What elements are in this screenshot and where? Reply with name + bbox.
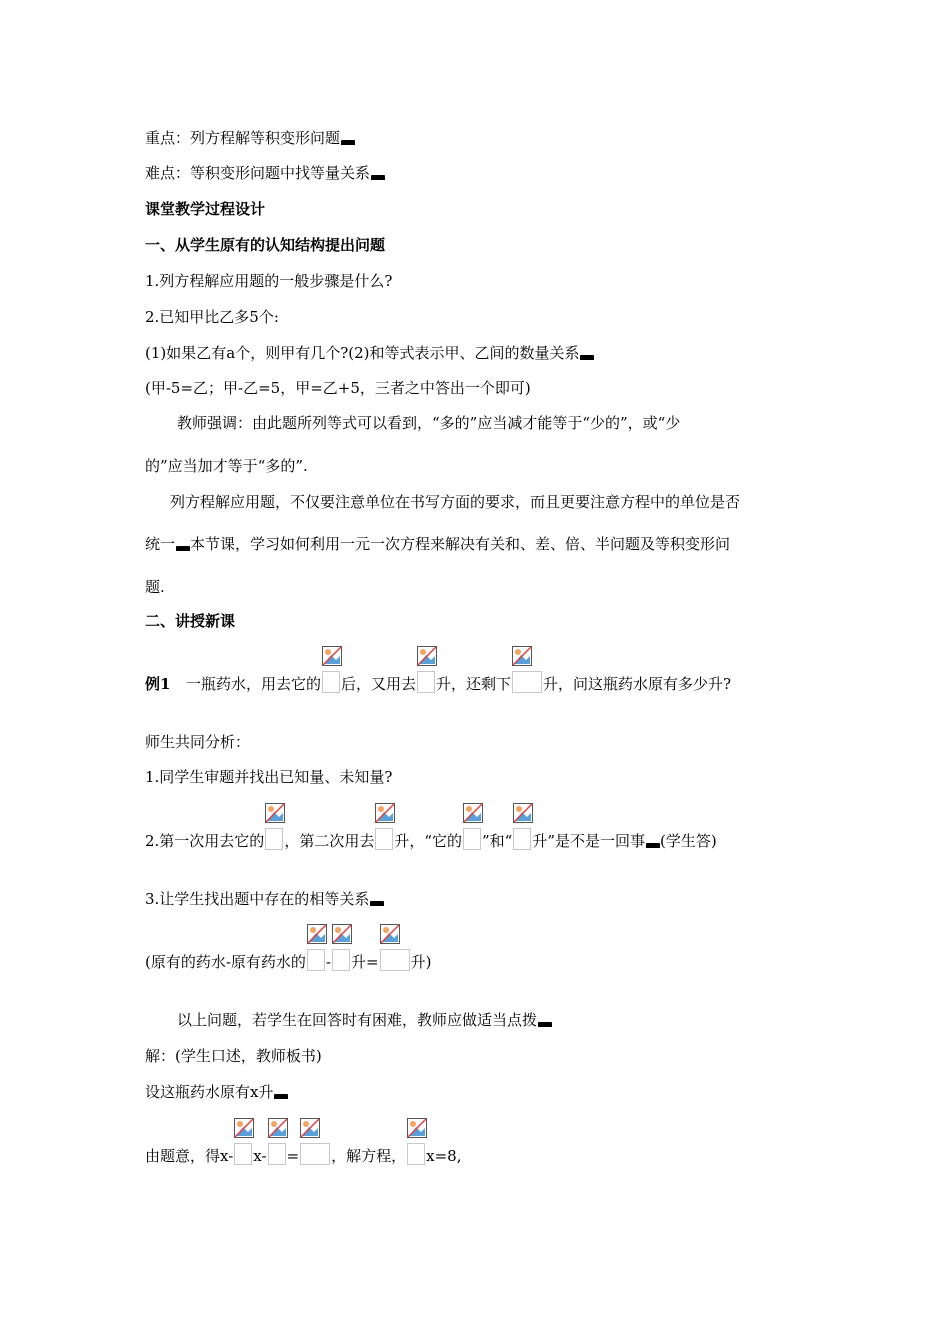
paragraph-mark bbox=[538, 1022, 552, 1027]
broken-image-icon bbox=[380, 924, 400, 944]
broken-image-icon bbox=[463, 803, 483, 823]
paragraph-mark bbox=[341, 140, 355, 145]
example-1 bbox=[145, 671, 731, 694]
example-text-c: 升，还剩下 bbox=[436, 675, 512, 693]
paragraph-line-2b: 本节课，学习如何利用一元一次方程来解决有关和、差、倍、半问题及等积变形问 bbox=[190, 535, 731, 553]
fraction-image bbox=[300, 1143, 330, 1165]
equation-line bbox=[145, 1143, 461, 1166]
fraction-image bbox=[380, 949, 410, 971]
equation-c: = bbox=[286, 1147, 300, 1165]
equation-d: ，解方程， bbox=[331, 1147, 407, 1165]
relation-d: 升) bbox=[410, 953, 432, 971]
question-2-sub-text: (1)如果乙有a个，则甲有几个?(2)和等式表示甲、乙间的数量关系 bbox=[145, 344, 580, 362]
broken-image-icon bbox=[234, 1118, 254, 1138]
analysis-3-text: 3.让学生找出题中存在的相等关系 bbox=[145, 890, 370, 908]
let-line bbox=[145, 1082, 288, 1102]
paragraph-mark bbox=[371, 175, 385, 180]
question-2-sub bbox=[145, 343, 594, 363]
broken-image-icon bbox=[375, 803, 395, 823]
question-1: 1.列方程解应用题的一般步骤是什么? bbox=[145, 272, 393, 290]
question-2: 2.已知甲比乙多5个: bbox=[145, 308, 279, 326]
paragraph-mark bbox=[580, 355, 594, 360]
paragraph-line-1: 列方程解应用题，不仅要注意单位在书写方面的要求，而且更要注意方程中的单位是否 bbox=[170, 493, 741, 511]
relation-c: 升= bbox=[351, 953, 379, 971]
answer-line: (甲-5=乙；甲-乙=5，甲=乙+5，三者之中答出一个即可) bbox=[145, 379, 531, 397]
broken-image-icon bbox=[513, 803, 533, 823]
difficulty-line bbox=[145, 163, 385, 183]
let-text: 设这瓶药水原有x升 bbox=[145, 1083, 274, 1101]
analysis-2 bbox=[145, 828, 717, 851]
analysis-1: 1.同学生审题并找出已知量、未知量? bbox=[145, 768, 393, 786]
broken-image-icon bbox=[322, 646, 342, 666]
broken-image-icon bbox=[407, 1118, 427, 1138]
broken-image-icon bbox=[268, 1118, 288, 1138]
broken-image-icon bbox=[332, 924, 352, 944]
broken-image-icon bbox=[512, 646, 532, 666]
paragraph-line-2a: 统一 bbox=[145, 535, 176, 553]
section-title: 课堂教学过程设计 bbox=[145, 200, 266, 218]
paragraph-line-2 bbox=[145, 534, 730, 554]
analysis-2-f: (学生答) bbox=[660, 832, 717, 850]
broken-image-icon bbox=[300, 1118, 320, 1138]
fraction-image bbox=[407, 1143, 425, 1165]
paragraph-mark bbox=[274, 1094, 288, 1099]
fraction-image bbox=[268, 1143, 286, 1165]
hint-text: 以上问题，若学生在回答时有困难，教师应做适当点拨 bbox=[177, 1011, 538, 1029]
example-label: 例1 bbox=[145, 675, 171, 693]
analysis-3 bbox=[145, 889, 384, 909]
hint-line bbox=[177, 1010, 552, 1030]
paragraph-mark bbox=[176, 546, 190, 551]
broken-image-icon bbox=[265, 803, 285, 823]
fraction-image bbox=[512, 671, 542, 693]
fraction-image bbox=[234, 1143, 252, 1165]
broken-image-icon bbox=[417, 646, 437, 666]
example-text-a: 一瓶药水，用去它的 bbox=[186, 675, 322, 693]
relation-a: (原有的药水-原有药水的 bbox=[145, 953, 306, 971]
equation-b: x- bbox=[253, 1147, 267, 1165]
analysis-2-b: ，第二次用去 bbox=[284, 832, 375, 850]
analysis-2-d: ”和“ bbox=[482, 832, 513, 850]
key-point-line bbox=[145, 128, 355, 148]
analysis-heading: 师生共同分析： bbox=[145, 733, 251, 751]
fraction-image bbox=[332, 949, 350, 971]
fraction-image bbox=[307, 949, 325, 971]
fraction-image bbox=[375, 828, 393, 850]
teacher-emphasis-2: 的”应当加才等于“多的”. bbox=[145, 457, 308, 475]
equation-e: x=8, bbox=[426, 1147, 462, 1165]
part2-heading: 二、讲授新课 bbox=[145, 612, 236, 630]
key-point-text: 重点：列方程解等积变形问题 bbox=[145, 129, 341, 147]
paragraph-mark bbox=[370, 901, 384, 906]
paragraph-line-3: 题. bbox=[145, 578, 165, 596]
paragraph-mark bbox=[646, 843, 660, 848]
analysis-2-c: 升，“它的 bbox=[394, 832, 462, 850]
fraction-image bbox=[463, 828, 481, 850]
example-text-d: 升，问这瓶药水原有多少升? bbox=[543, 675, 732, 693]
solve-line: 解：(学生口述，教师板书) bbox=[145, 1047, 322, 1065]
teacher-emphasis-1: 教师强调：由此题所列等式可以看到，“多的”应当减才能等于“少的”，或“少 bbox=[177, 414, 681, 432]
part1-heading: 一、从学生原有的认知结构提出问题 bbox=[145, 236, 386, 254]
example-text-b: 后，又用去 bbox=[341, 675, 417, 693]
relation-line bbox=[145, 949, 431, 972]
fraction-image bbox=[265, 828, 283, 850]
analysis-2-a: 2.第一次用去它的 bbox=[145, 832, 265, 850]
difficulty-text: 难点：等积变形问题中找等量关系 bbox=[145, 164, 371, 182]
analysis-2-e: 升”是不是一回事 bbox=[532, 832, 646, 850]
fraction-image bbox=[513, 828, 531, 850]
relation-b: - bbox=[325, 953, 331, 971]
fraction-image bbox=[322, 671, 340, 693]
fraction-image bbox=[417, 671, 435, 693]
broken-image-icon bbox=[307, 924, 327, 944]
equation-a: 由题意，得x- bbox=[145, 1147, 234, 1165]
